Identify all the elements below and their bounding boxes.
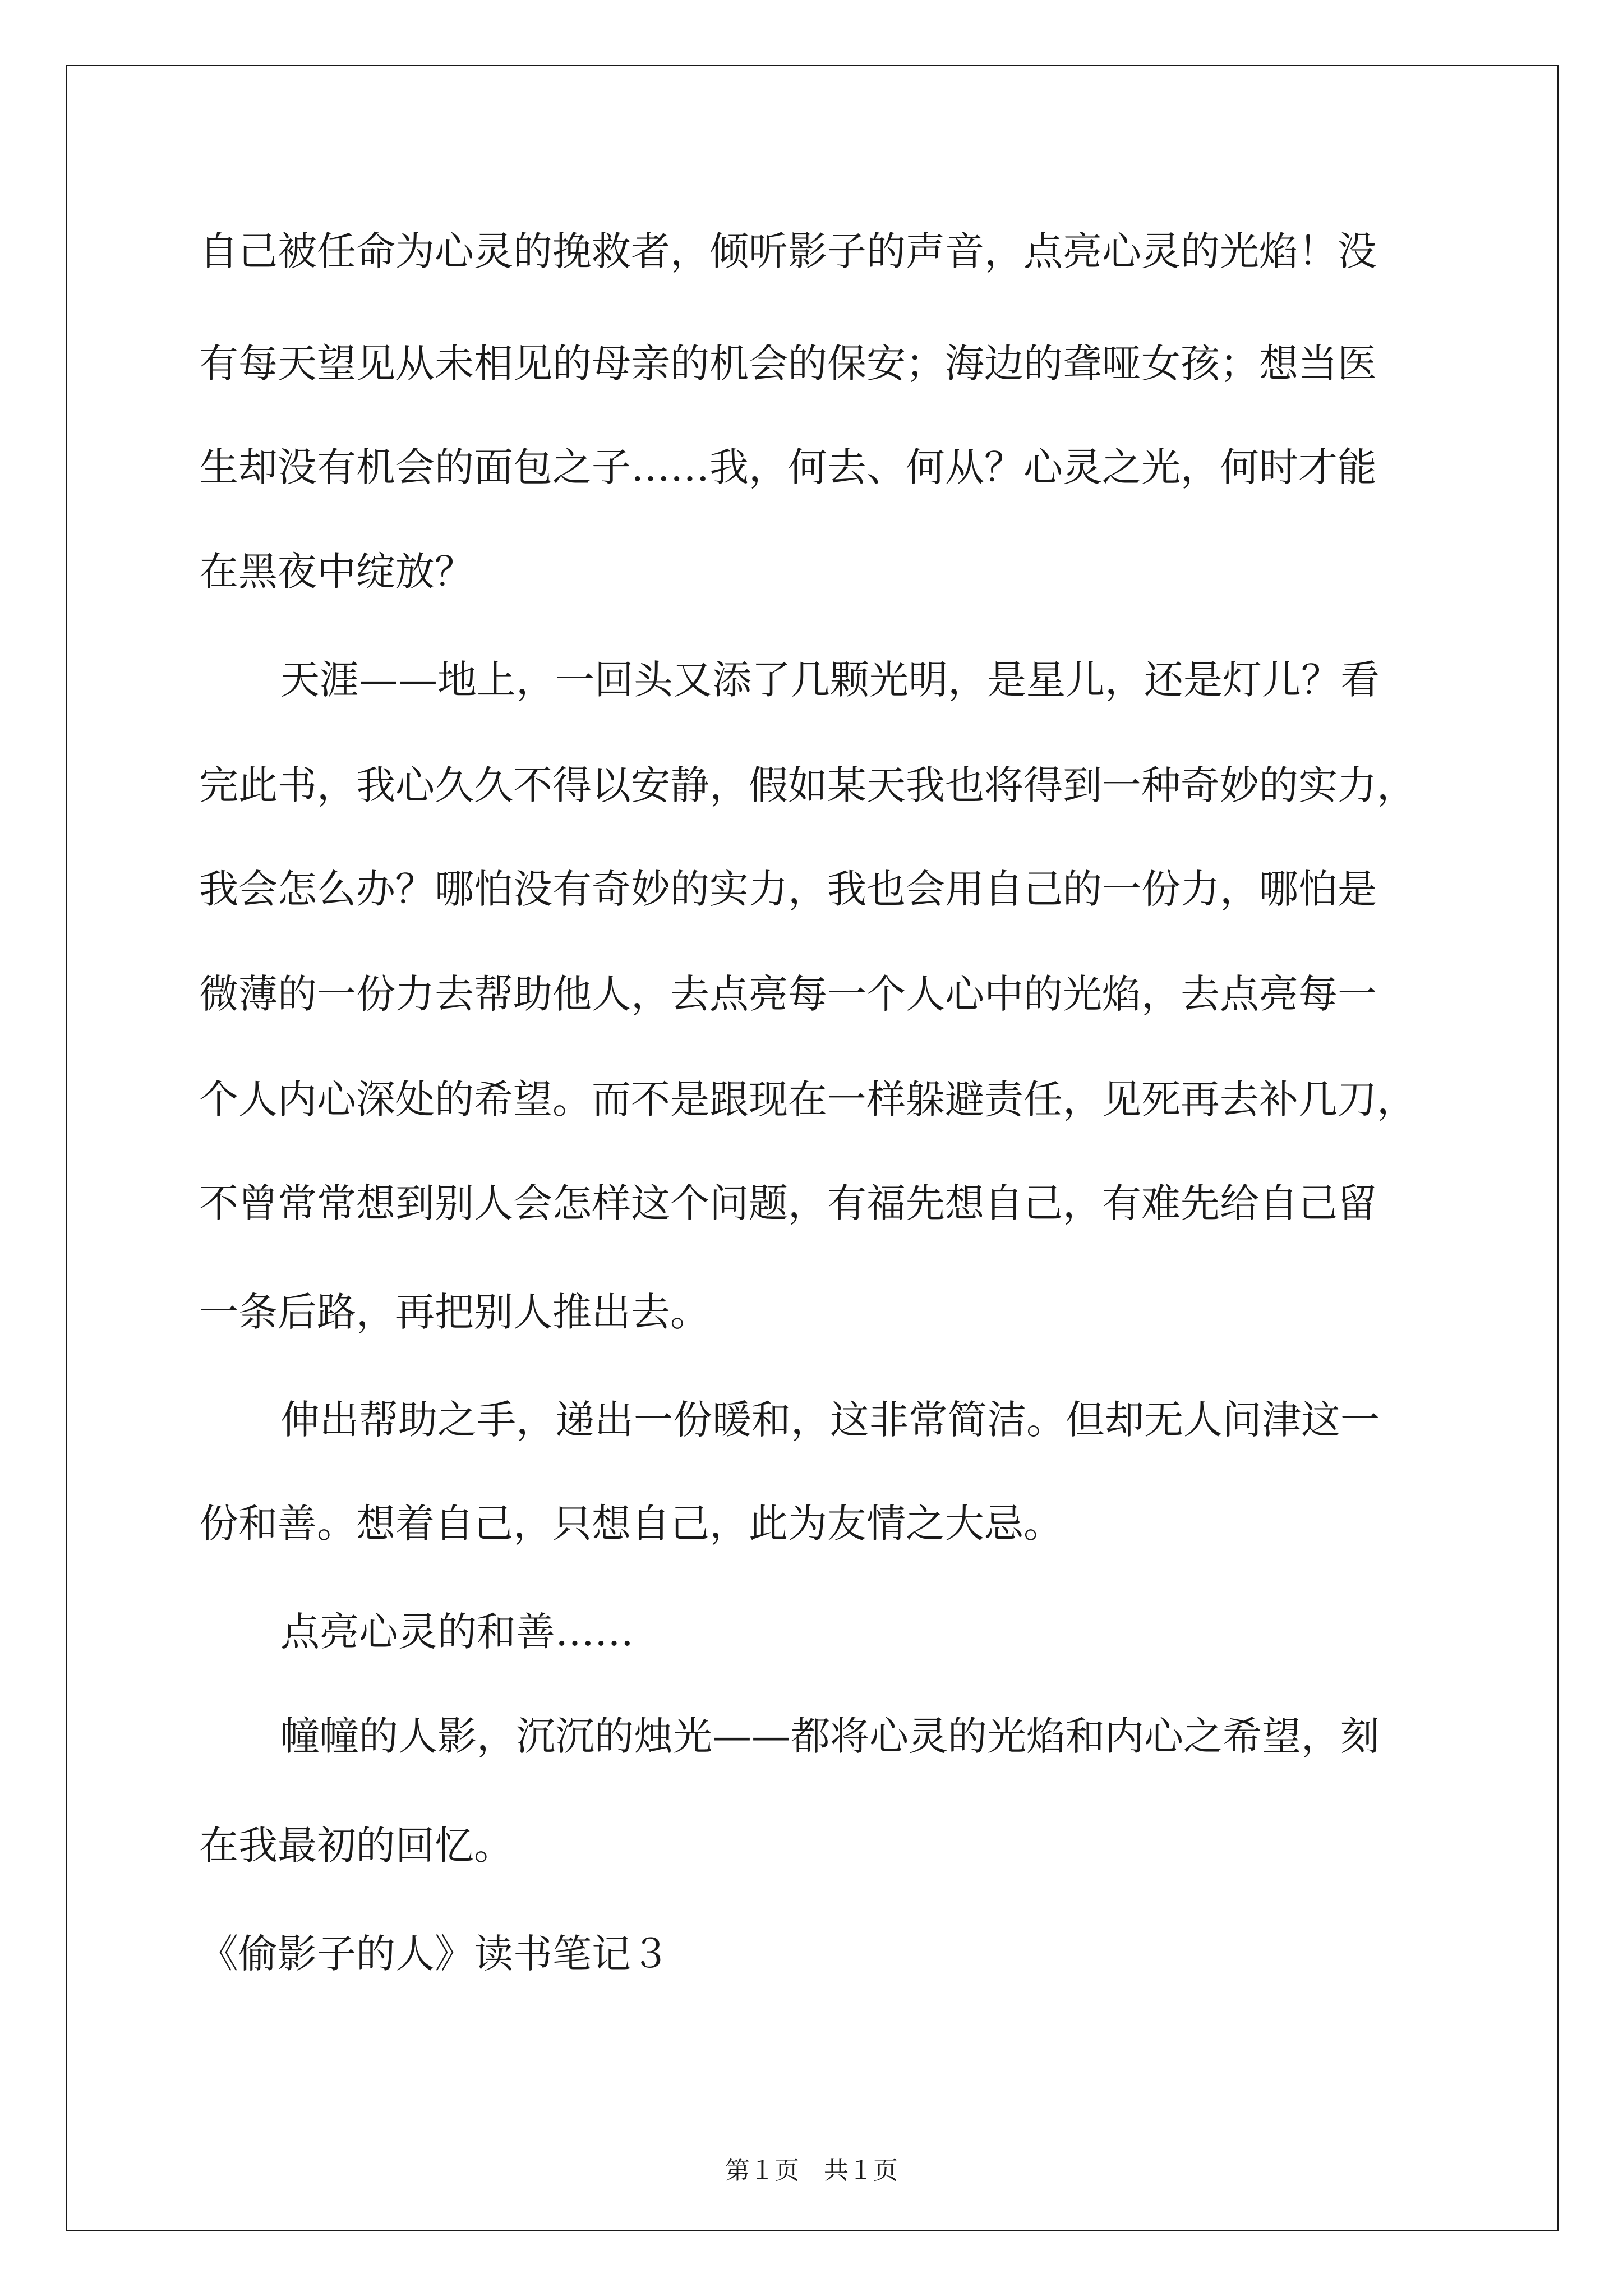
page-number-footer: 第１页 共１页 bbox=[725, 2157, 898, 2184]
paragraph-4-line-1: 点亮心灵的和善…… bbox=[280, 1609, 634, 1655]
paragraph-2-line-3: 我会怎么办？哪怕没有奇妙的实力，我也会用自己的一份力，哪怕是 bbox=[199, 866, 1377, 912]
paragraph-1-line-1: 自己被任命为心灵的挽救者，倾听影子的声音，点亮心灵的光焰！没 bbox=[199, 228, 1377, 274]
page-border bbox=[66, 65, 1559, 2231]
paragraph-1-line-4: 在黑夜中绽放？ bbox=[199, 549, 474, 595]
paragraph-5-line-1: 幢幢的人影，沉沉的烛光——都将心灵的光焰和内心之希望，刻 bbox=[280, 1713, 1380, 1759]
paragraph-3-line-1: 伸出帮助之手，递出一份暖和，这非常简洁。但却无人问津这一 bbox=[280, 1397, 1380, 1443]
paragraph-1-line-2: 有每天望见从未相见的母亲的机会的保安；海边的聋哑女孩；想当医 bbox=[199, 341, 1377, 386]
paragraph-2-line-2: 完此书，我心久久不得以安静，假如某天我也将得到一种奇妙的实力， bbox=[199, 762, 1416, 808]
paragraph-2-line-4: 微薄的一份力去帮助他人，去点亮每一个人心中的光焰，去点亮每一 bbox=[199, 971, 1377, 1017]
paragraph-5-line-2: 在我最初的回忆。 bbox=[199, 1823, 513, 1869]
section-heading: 《偷影子的人》读书笔记３ bbox=[199, 1931, 670, 1977]
paragraph-2-line-1: 天涯——地上，一回头又添了几颗光明，是星儿，还是灯儿？看 bbox=[280, 657, 1380, 703]
paragraph-2-line-7: 一条后路，再把别人推出去。 bbox=[199, 1289, 709, 1335]
paragraph-2-line-6: 不曾常常想到别人会怎样这个问题，有福先想自己，有难先给自己留 bbox=[199, 1180, 1377, 1226]
paragraph-2-line-5: 个人内心深处的希望。而不是跟现在一样躲避责任，见死再去补几刀， bbox=[199, 1076, 1416, 1122]
paragraph-3-line-2: 份和善。想着自己，只想自己，此为友情之大忌。 bbox=[199, 1501, 1063, 1547]
paragraph-1-line-3: 生却没有机会的面包之子……我，何去、何从？心灵之光，何时才能 bbox=[199, 444, 1377, 490]
